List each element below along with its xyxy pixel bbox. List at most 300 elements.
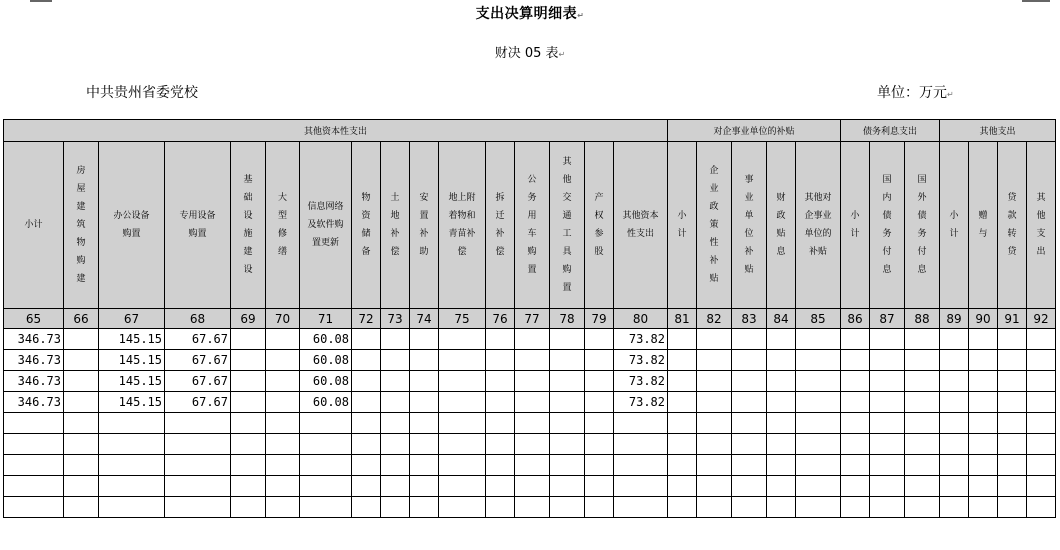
table-cell xyxy=(381,350,410,371)
table-cell xyxy=(796,476,841,497)
table-cell xyxy=(266,497,300,518)
table-cell xyxy=(352,413,381,434)
table-cell xyxy=(870,350,905,371)
table-cell xyxy=(550,371,585,392)
column-header-label: 产权参股 xyxy=(594,193,604,257)
table-cell xyxy=(515,497,550,518)
group-header: 其他支出 xyxy=(940,120,1056,142)
table-cell xyxy=(1027,455,1056,476)
table-cell xyxy=(231,371,266,392)
table-cell xyxy=(352,455,381,476)
table-cell xyxy=(767,350,796,371)
column-header-label: 赠与 xyxy=(978,211,988,239)
table-cell xyxy=(732,434,767,455)
table-cell xyxy=(266,350,300,371)
table-cell xyxy=(905,371,940,392)
column-header xyxy=(64,142,99,309)
table-cell xyxy=(870,455,905,476)
column-header xyxy=(381,142,410,309)
column-number: 83 xyxy=(732,309,767,329)
table-cell xyxy=(940,497,969,518)
table-cell xyxy=(410,434,439,455)
table-cell xyxy=(352,329,381,350)
table-cell xyxy=(614,455,668,476)
column-header-label: 办公设备购置 xyxy=(113,211,150,239)
table-cell xyxy=(732,371,767,392)
table-cell xyxy=(841,371,870,392)
table-cell: 346.73 xyxy=(4,329,64,350)
table-cell: 60.08 xyxy=(300,392,352,413)
column-header xyxy=(767,142,796,309)
table-cell xyxy=(998,413,1027,434)
table-cell xyxy=(668,371,697,392)
table-cell xyxy=(998,392,1027,413)
table-cell xyxy=(381,497,410,518)
table-cell: 145.15 xyxy=(99,350,165,371)
table-cell xyxy=(614,476,668,497)
table-cell xyxy=(905,476,940,497)
column-header xyxy=(905,142,940,309)
column-header-label: 信息网络及软件购置更新 xyxy=(307,202,344,248)
table-cell: 73.82 xyxy=(614,350,668,371)
table-cell xyxy=(410,497,439,518)
table-cell xyxy=(841,497,870,518)
table-cell xyxy=(870,329,905,350)
column-number: 73 xyxy=(381,309,410,329)
table-cell xyxy=(870,413,905,434)
table-cell xyxy=(64,371,99,392)
column-number: 65 xyxy=(4,309,64,329)
column-header-label: 企业政策性补贴 xyxy=(709,166,719,284)
table-cell xyxy=(796,371,841,392)
group-header: 债务利息支出 xyxy=(841,120,940,142)
table-cell xyxy=(668,476,697,497)
table-cell xyxy=(998,329,1027,350)
table-cell xyxy=(381,392,410,413)
table-cell xyxy=(767,413,796,434)
table-cell xyxy=(1027,371,1056,392)
table-cell xyxy=(550,413,585,434)
column-header-label: 事业单位补贴 xyxy=(744,175,754,275)
column-number: 74 xyxy=(410,309,439,329)
table-cell xyxy=(64,329,99,350)
table-cell xyxy=(767,329,796,350)
table-cell xyxy=(697,329,732,350)
table-cell xyxy=(515,476,550,497)
table-cell xyxy=(585,455,614,476)
column-header-label: 其他资本性支出 xyxy=(622,211,659,239)
column-header xyxy=(697,142,732,309)
table-cell xyxy=(585,434,614,455)
table-cell xyxy=(550,350,585,371)
table-cell xyxy=(585,350,614,371)
table-cell xyxy=(381,434,410,455)
table-cell xyxy=(300,413,352,434)
table-cell xyxy=(585,329,614,350)
column-number: 75 xyxy=(439,309,486,329)
table-cell xyxy=(4,413,64,434)
table-cell xyxy=(940,434,969,455)
table-cell xyxy=(486,371,515,392)
table-cell xyxy=(732,476,767,497)
column-number: 69 xyxy=(231,309,266,329)
table-cell xyxy=(585,371,614,392)
table-cell xyxy=(841,350,870,371)
table-cell xyxy=(266,434,300,455)
table-cell xyxy=(439,476,486,497)
column-header-label: 贷款转贷 xyxy=(1007,193,1017,257)
column-header xyxy=(410,142,439,309)
table-cell xyxy=(905,392,940,413)
table-cell xyxy=(550,392,585,413)
table-cell xyxy=(697,371,732,392)
paragraph-mark-icon: ↵ xyxy=(947,90,954,99)
table-cell xyxy=(668,329,697,350)
table-cell xyxy=(486,497,515,518)
column-header xyxy=(266,142,300,309)
column-header-label: 基础设施建设 xyxy=(243,175,253,275)
table-cell: 67.67 xyxy=(165,329,231,350)
table-cell xyxy=(266,371,300,392)
table-cell xyxy=(841,476,870,497)
table-cell xyxy=(697,497,732,518)
table-row xyxy=(4,434,1056,455)
table-cell xyxy=(550,329,585,350)
page-title-text: 支出决算明细表 xyxy=(475,6,578,22)
column-header xyxy=(231,142,266,309)
table-cell xyxy=(905,413,940,434)
column-header-label: 小计 xyxy=(949,211,959,239)
table-cell: 73.82 xyxy=(614,371,668,392)
table-cell xyxy=(64,455,99,476)
table-cell xyxy=(64,350,99,371)
table-cell xyxy=(231,476,266,497)
table-cell xyxy=(64,497,99,518)
table-cell: 145.15 xyxy=(99,392,165,413)
table-cell xyxy=(515,455,550,476)
table-cell xyxy=(697,392,732,413)
table-cell xyxy=(668,413,697,434)
table-cell xyxy=(940,371,969,392)
column-header xyxy=(969,142,998,309)
page-edge-mark-right xyxy=(1022,0,1050,2)
column-header-label: 小计 xyxy=(677,211,687,239)
table-cell xyxy=(796,455,841,476)
table-cell xyxy=(841,413,870,434)
table-cell xyxy=(841,455,870,476)
column-header-label: 物资储备 xyxy=(361,193,371,257)
column-number: 76 xyxy=(486,309,515,329)
table-cell xyxy=(796,392,841,413)
table-cell xyxy=(266,413,300,434)
column-header xyxy=(165,142,231,309)
table-cell xyxy=(870,392,905,413)
table-cell xyxy=(550,476,585,497)
table-cell: 145.15 xyxy=(99,371,165,392)
table-cell xyxy=(841,434,870,455)
column-header-label: 国外债务付息 xyxy=(917,175,927,275)
table-cell: 67.67 xyxy=(165,350,231,371)
column-number: 88 xyxy=(905,309,940,329)
table-cell xyxy=(969,497,998,518)
column-number: 72 xyxy=(352,309,381,329)
table-cell xyxy=(231,329,266,350)
table-cell xyxy=(1027,392,1056,413)
table-cell xyxy=(300,476,352,497)
column-header-label: 公务用车购置 xyxy=(527,175,537,275)
column-header xyxy=(841,142,870,309)
table-cell xyxy=(969,350,998,371)
column-header xyxy=(300,142,352,309)
page-title xyxy=(0,3,1060,23)
column-header xyxy=(998,142,1027,309)
table-cell xyxy=(266,476,300,497)
table-cell xyxy=(231,455,266,476)
column-number: 82 xyxy=(697,309,732,329)
table-cell xyxy=(486,350,515,371)
form-number xyxy=(0,42,1060,61)
column-header-label: 拆迁补偿 xyxy=(495,193,505,257)
column-header xyxy=(486,142,515,309)
table-cell xyxy=(585,413,614,434)
group-header: 其他资本性支出 xyxy=(4,120,668,142)
table-cell xyxy=(998,350,1027,371)
table-cell xyxy=(668,392,697,413)
table-cell xyxy=(767,455,796,476)
table-cell xyxy=(165,413,231,434)
table-cell xyxy=(998,371,1027,392)
column-header-label: 其他支出 xyxy=(1036,193,1046,257)
column-header-label: 大型修缮 xyxy=(277,193,287,257)
table-cell xyxy=(381,476,410,497)
column-header xyxy=(614,142,668,309)
table-cell xyxy=(969,434,998,455)
table-cell xyxy=(550,455,585,476)
table-cell: 67.67 xyxy=(165,392,231,413)
table-cell xyxy=(486,434,515,455)
table-cell xyxy=(998,434,1027,455)
column-header xyxy=(668,142,697,309)
table-cell xyxy=(668,455,697,476)
table-cell xyxy=(668,434,697,455)
table-cell xyxy=(352,371,381,392)
column-header xyxy=(870,142,905,309)
table-cell xyxy=(697,413,732,434)
table-cell xyxy=(352,476,381,497)
column-number: 81 xyxy=(668,309,697,329)
table-cell xyxy=(732,329,767,350)
column-header xyxy=(732,142,767,309)
table-cell xyxy=(231,434,266,455)
table-cell xyxy=(767,434,796,455)
table-cell xyxy=(486,413,515,434)
column-number: 68 xyxy=(165,309,231,329)
table-cell xyxy=(381,413,410,434)
table-cell xyxy=(515,434,550,455)
table-cell xyxy=(410,371,439,392)
table-cell xyxy=(796,497,841,518)
column-header xyxy=(352,142,381,309)
column-header-label: 其他交通工具购置 xyxy=(562,157,572,293)
table-cell xyxy=(439,329,486,350)
table-cell xyxy=(732,497,767,518)
column-header-label: 小计 xyxy=(850,211,860,239)
table-cell xyxy=(266,329,300,350)
table-cell xyxy=(905,329,940,350)
table-cell: 346.73 xyxy=(4,350,64,371)
table-cell xyxy=(585,497,614,518)
column-number: 80 xyxy=(614,309,668,329)
table-cell xyxy=(585,392,614,413)
column-header-label: 小计 xyxy=(24,220,43,230)
table-cell xyxy=(410,392,439,413)
table-cell xyxy=(1027,413,1056,434)
table-cell xyxy=(99,497,165,518)
table-cell xyxy=(767,497,796,518)
table-cell xyxy=(905,434,940,455)
table-cell xyxy=(697,350,732,371)
table-cell xyxy=(969,476,998,497)
table-cell xyxy=(614,413,668,434)
table-cell xyxy=(266,455,300,476)
table-cell xyxy=(1027,497,1056,518)
table-cell xyxy=(870,371,905,392)
table-cell xyxy=(4,476,64,497)
table-cell xyxy=(905,455,940,476)
table-cell xyxy=(4,497,64,518)
table-cell xyxy=(231,413,266,434)
table-cell xyxy=(550,497,585,518)
table-cell xyxy=(841,329,870,350)
table-cell xyxy=(767,371,796,392)
table-cell xyxy=(231,497,266,518)
table-cell xyxy=(410,455,439,476)
column-header-label: 安置补助 xyxy=(419,193,429,257)
table-cell xyxy=(796,413,841,434)
column-header-label: 财政贴息 xyxy=(776,193,786,257)
table-cell xyxy=(940,476,969,497)
expenditure-detail-table xyxy=(3,119,1056,518)
table-cell: 60.08 xyxy=(300,350,352,371)
column-header xyxy=(585,142,614,309)
table-cell xyxy=(165,455,231,476)
table-cell xyxy=(969,455,998,476)
paragraph-mark-icon: ↵ xyxy=(558,50,566,59)
unit-label-text: 单位：万元 xyxy=(877,85,947,101)
page-edge-mark-left xyxy=(30,0,52,2)
column-number: 91 xyxy=(998,309,1027,329)
table-cell xyxy=(165,497,231,518)
table-cell xyxy=(796,434,841,455)
table-cell xyxy=(165,434,231,455)
table-cell xyxy=(381,455,410,476)
table-cell xyxy=(1027,434,1056,455)
table-cell xyxy=(486,476,515,497)
column-header xyxy=(515,142,550,309)
table-cell xyxy=(585,476,614,497)
table-cell xyxy=(300,497,352,518)
table-cell xyxy=(841,392,870,413)
group-header-row xyxy=(4,120,1056,142)
table-cell xyxy=(439,413,486,434)
table-cell xyxy=(99,476,165,497)
table-cell xyxy=(64,434,99,455)
column-header xyxy=(796,142,841,309)
table-cell xyxy=(614,497,668,518)
table-cell xyxy=(99,413,165,434)
column-header xyxy=(4,142,64,309)
column-header-label: 土地补偿 xyxy=(390,193,400,257)
table-cell xyxy=(969,392,998,413)
table-cell xyxy=(870,497,905,518)
table-cell: 60.08 xyxy=(300,371,352,392)
table-cell xyxy=(352,392,381,413)
column-header-label: 地上附着物和青苗补偿 xyxy=(448,193,476,257)
table-cell xyxy=(732,413,767,434)
table-cell xyxy=(64,476,99,497)
table-cell xyxy=(732,392,767,413)
table-cell xyxy=(697,476,732,497)
table-cell xyxy=(1027,350,1056,371)
table-cell xyxy=(998,455,1027,476)
table-cell: 145.15 xyxy=(99,329,165,350)
table-cell xyxy=(940,350,969,371)
unit-label xyxy=(877,82,954,102)
table-cell xyxy=(439,350,486,371)
column-number: 86 xyxy=(841,309,870,329)
column-header-label: 房屋建筑物购建 xyxy=(76,166,86,284)
table-cell xyxy=(439,497,486,518)
table-cell xyxy=(515,371,550,392)
table-cell xyxy=(940,329,969,350)
table-cell xyxy=(439,392,486,413)
table-cell xyxy=(231,350,266,371)
table-cell xyxy=(515,413,550,434)
table-cell xyxy=(998,497,1027,518)
table-cell xyxy=(439,455,486,476)
table-cell xyxy=(550,434,585,455)
column-number: 70 xyxy=(266,309,300,329)
table-cell xyxy=(266,392,300,413)
table-cell: 346.73 xyxy=(4,392,64,413)
table-cell xyxy=(99,434,165,455)
column-number: 92 xyxy=(1027,309,1056,329)
column-number: 89 xyxy=(940,309,969,329)
table-cell xyxy=(969,371,998,392)
table-row xyxy=(4,329,1056,350)
table-cell xyxy=(439,434,486,455)
table-cell: 60.08 xyxy=(300,329,352,350)
table-cell xyxy=(940,392,969,413)
table-cell: 67.67 xyxy=(165,371,231,392)
table-row xyxy=(4,350,1056,371)
table-cell xyxy=(732,455,767,476)
unit-name: 中共贵州省委党校 xyxy=(86,85,198,101)
table-cell xyxy=(410,413,439,434)
table-cell xyxy=(352,434,381,455)
column-header-row xyxy=(4,142,1056,309)
column-number: 77 xyxy=(515,309,550,329)
table-cell xyxy=(940,413,969,434)
column-header-label: 专用设备购置 xyxy=(179,211,216,239)
paragraph-mark-icon: ↵ xyxy=(577,11,585,20)
table-cell xyxy=(515,392,550,413)
table-cell xyxy=(410,329,439,350)
table-cell xyxy=(439,371,486,392)
table-cell xyxy=(352,350,381,371)
column-number-row xyxy=(4,309,1056,329)
table-cell xyxy=(64,392,99,413)
